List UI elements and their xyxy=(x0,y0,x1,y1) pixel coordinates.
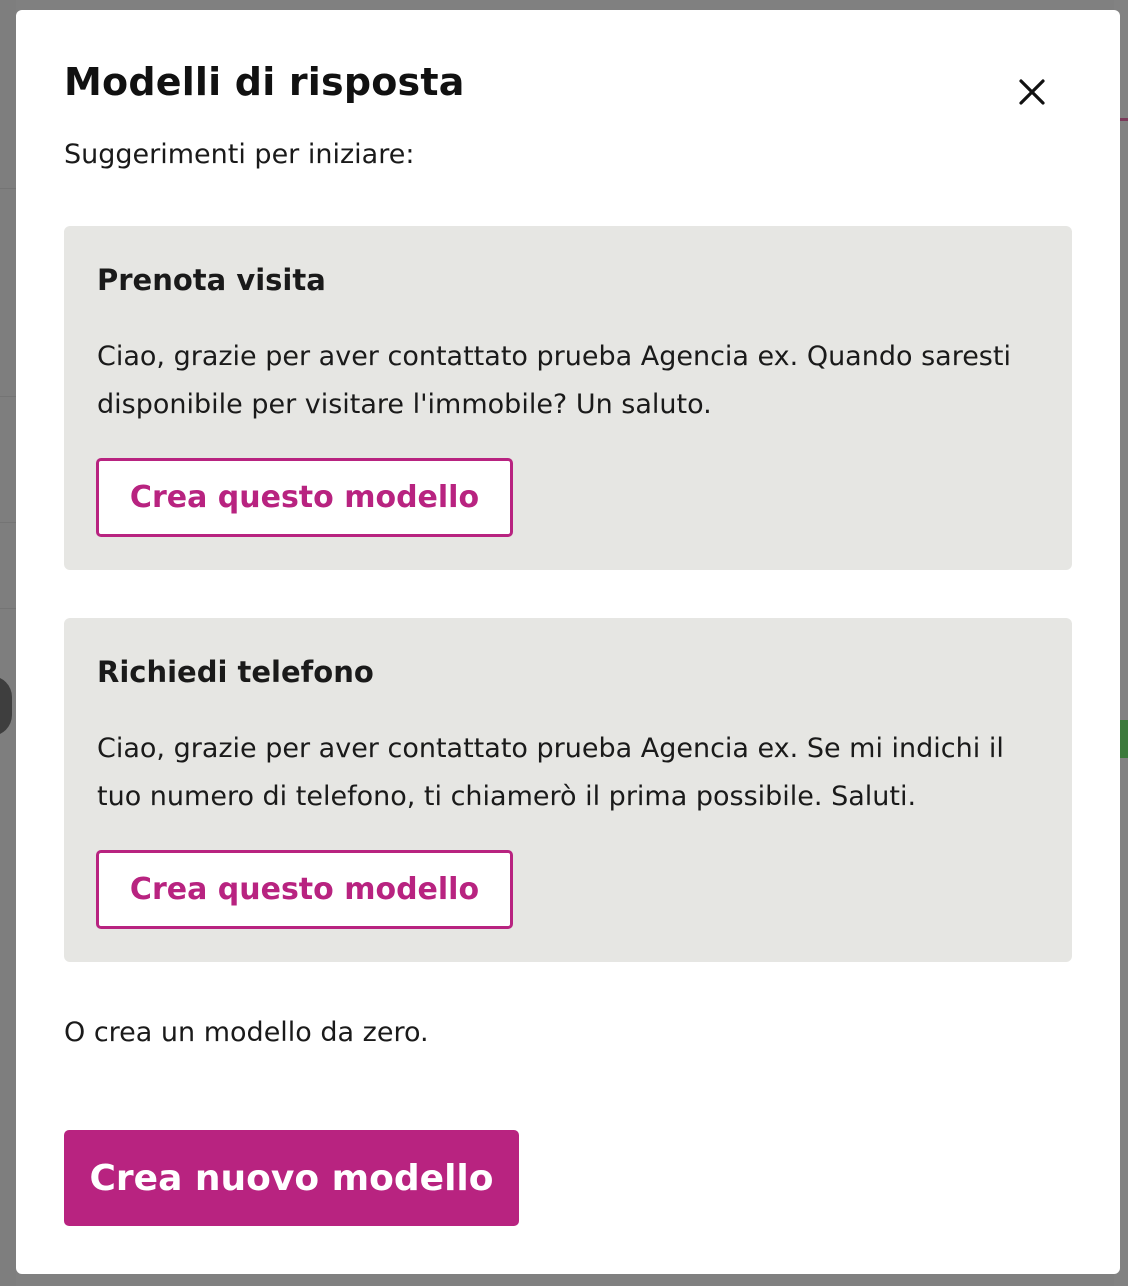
background-divider xyxy=(0,522,16,523)
modal-title: Modelli di risposta xyxy=(64,60,465,104)
template-text: Ciao, grazie per aver contattato prueba Agencia ex. Se mi indichi il tuo numero di telefono, ti chiamerò il prima possibile. Saluti. xyxy=(97,733,1004,812)
background-divider xyxy=(0,608,16,609)
background-left-edge xyxy=(0,0,16,1286)
suggestions-intro: Suggerimenti per iniziare: xyxy=(64,139,415,170)
reply-templates-modal xyxy=(16,10,1120,1274)
create-new-template-button[interactable]: Crea nuovo modello xyxy=(64,1130,519,1226)
close-icon xyxy=(1019,79,1045,105)
template-text: Ciao, grazie per aver contattato prueba Agencia ex. Quando saresti disponibile per visitare l'immobile? Un saluto. xyxy=(97,341,1011,420)
template-card-book-visit xyxy=(64,226,1072,570)
create-template-button[interactable]: Crea questo modello xyxy=(96,458,513,537)
background-divider xyxy=(0,188,16,189)
template-card-request-phone xyxy=(64,618,1072,962)
template-title: Richiedi telefono xyxy=(97,655,374,689)
create-template-button[interactable]: Crea questo modello xyxy=(96,850,513,929)
background-divider xyxy=(0,396,16,397)
close-button[interactable] xyxy=(1006,66,1058,118)
create-from-scratch-text: O crea un modello da zero. xyxy=(64,1017,429,1048)
template-title: Prenota visita xyxy=(97,263,326,297)
